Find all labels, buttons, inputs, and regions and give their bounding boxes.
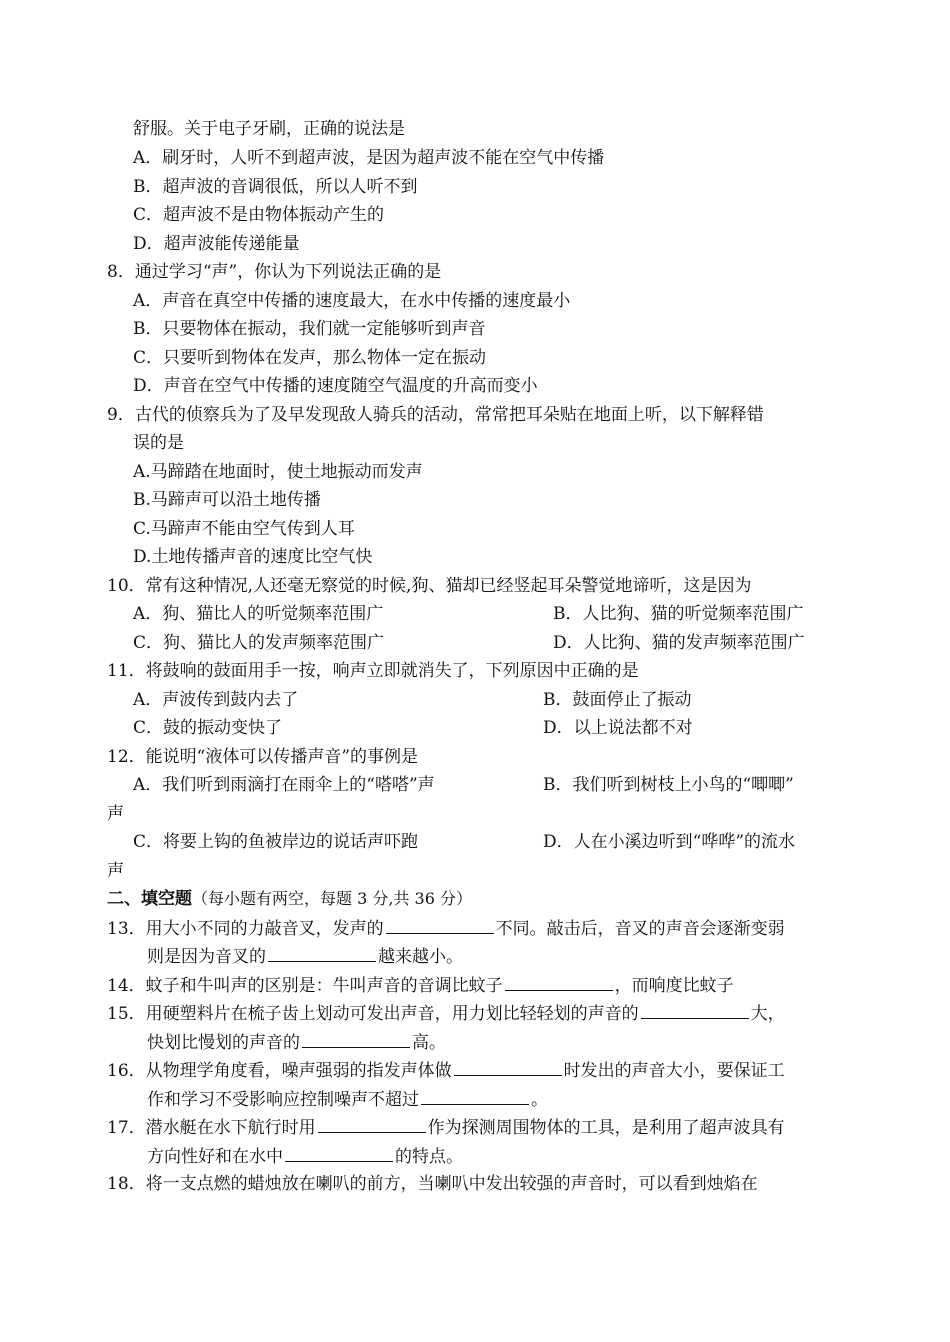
q7-option-d: D．超声波能传递能量 xyxy=(133,234,300,254)
q13-line2 xyxy=(147,945,463,968)
q8-option-c: C．只要听到物体在发声，那么物体一定在振动 xyxy=(133,348,487,368)
q16-blank-2[interactable] xyxy=(421,1088,529,1105)
q12-option-a: A．我们听到雨滴打在雨伞上的“嗒嗒”声 xyxy=(133,775,435,795)
q16-blank-1[interactable] xyxy=(454,1059,562,1076)
q8-option-a: A．声音在真空中传播的速度最大，在水中传播的速度最小 xyxy=(133,291,571,311)
q15-text-3: 快划比慢划的声音的 xyxy=(147,1033,300,1053)
q13-blank-2[interactable] xyxy=(268,945,376,962)
q12-option-b-continuation: 声 xyxy=(107,804,124,824)
q12-option-d-continuation: 声 xyxy=(107,861,124,881)
q17-text-4: 的特点。 xyxy=(395,1147,463,1167)
section2-note: （每小题有两空，每题 3 分,共 36 分） xyxy=(192,889,472,908)
q16-text-4: 。 xyxy=(531,1090,548,1110)
q12-option-c: C．将要上钩的鱼被岸边的说话声吓跑 xyxy=(133,832,419,852)
q17-blank-2[interactable] xyxy=(285,1145,393,1162)
q17-text-2: 作为探测周围物体的工具，是利用了超声波具有 xyxy=(427,1118,785,1138)
q16-line2 xyxy=(147,1088,548,1111)
q7-stem-continuation: 舒服。关于电子牙刷，正确的说法是 xyxy=(133,119,405,139)
q8-option-d: D．声音在空气中传播的速度随空气温度的升高而变小 xyxy=(133,376,538,396)
q8-stem: 8．通过学习“声”，你认为下列说法正确的是 xyxy=(107,262,442,282)
q9-stem-line2: 误的是 xyxy=(133,433,184,453)
q18-line1: 18．将一支点燃的蜡烛放在喇叭的前方，当喇叭中发出较强的声音时，可以看到烛焰在 xyxy=(107,1174,758,1194)
q9-stem-line1: 9．古代的侦察兵为了及早发现敌人骑兵的活动，常常把耳朵贴在地面上听，以下解释错 xyxy=(107,405,764,425)
q7-option-c: C．超声波不是由物体振动产生的 xyxy=(133,205,385,225)
q14-line1 xyxy=(107,974,734,997)
q14-blank-1[interactable] xyxy=(505,974,613,991)
q7-option-a: A．刷牙时，人听不到超声波，是因为超声波不能在空气中传播 xyxy=(133,148,605,168)
q17-line1 xyxy=(107,1116,785,1139)
q17-text-3: 方向性好和在水中 xyxy=(147,1147,283,1167)
q15-blank-2[interactable] xyxy=(302,1031,410,1048)
q15-line2 xyxy=(147,1031,446,1054)
q16-text-3: 作和学习不受影响应控制噪声不超过 xyxy=(147,1090,419,1110)
q13-blank-1[interactable] xyxy=(386,917,494,934)
q16-text-2: 时发出的声音大小，要保证工 xyxy=(563,1061,785,1081)
q11-stem: 11．将鼓响的鼓面用手一按，响声立即就消失了，下列原因中正确的是 xyxy=(107,661,639,681)
section2-title: 二、填空题 xyxy=(107,889,192,909)
q15-blank-1[interactable] xyxy=(641,1002,749,1019)
q8-option-b: B．只要物体在振动，我们就一定能够听到声音 xyxy=(133,319,486,339)
q16-text-1: 16．从物理学角度看，噪声强弱的指发声体做 xyxy=(107,1061,452,1081)
q10-option-a: A．狗、猫比人的听觉频率范围广 xyxy=(133,604,384,624)
q17-blank-1[interactable] xyxy=(318,1116,426,1133)
q17-line2 xyxy=(147,1145,463,1168)
q13-text-2: 不同。敲击后，音叉的声音会逐渐变弱 xyxy=(495,919,785,939)
q11-option-b: B．鼓面停止了振动 xyxy=(543,690,692,710)
q9-option-d: D.土地传播声音的速度比空气快 xyxy=(133,547,373,567)
q10-stem: 10．常有这种情况,人还毫无察觉的时候,狗、猫却已经竖起耳朵警觉地谛听，这是因为 xyxy=(107,576,752,596)
q15-line1 xyxy=(107,1002,785,1025)
q11-option-c: C．鼓的振动变快了 xyxy=(133,718,283,738)
q10-option-b: B．人比狗、猫的听觉频率范围广 xyxy=(553,604,804,624)
q16-line1 xyxy=(107,1059,785,1082)
q15-text-4: 高。 xyxy=(412,1033,446,1053)
q13-text-4: 越来越小。 xyxy=(378,947,463,967)
q15-text-2: 大， xyxy=(750,1004,785,1024)
q7-option-b: B．超声波的音调很低，所以人听不到 xyxy=(133,177,418,197)
section2-heading xyxy=(107,888,472,910)
q13-line1 xyxy=(107,917,785,940)
q10-option-c: C．狗、猫比人的发声频率范围广 xyxy=(133,633,385,653)
q14-text-1: 14．蚊子和牛叫声的区别是：牛叫声音的音调比蚊子 xyxy=(107,976,503,996)
q9-option-c: C.马蹄声不能由空气传到人耳 xyxy=(133,519,355,539)
q9-option-a: A.马蹄踏在地面时，使土地振动而发声 xyxy=(133,462,423,482)
q11-option-d: D．以上说法都不对 xyxy=(543,718,693,738)
q12-option-b: B．我们听到树枝上小鸟的“唧唧” xyxy=(543,775,794,795)
q15-text-1: 15．用硬塑料片在梳子齿上划动可发出声音，用力划比轻轻划的声音的 xyxy=(107,1004,639,1024)
q10-option-d: D．人比狗、猫的发声频率范围广 xyxy=(553,633,805,653)
q12-stem: 12．能说明“液体可以传播声音”的事例是 xyxy=(107,747,419,767)
q13-text-1: 13．用大小不同的力敲音叉，发声的 xyxy=(107,919,384,939)
q9-option-b: B.马蹄声可以沿土地传播 xyxy=(133,490,321,510)
q14-text-2: ，而响度比蚊子 xyxy=(614,976,734,996)
q17-text-1: 17．潜水艇在水下航行时用 xyxy=(107,1118,316,1138)
q11-option-a: A．声波传到鼓内去了 xyxy=(133,690,299,710)
q12-option-d: D．人在小溪边听到“哗哗”的流水 xyxy=(543,832,796,852)
q13-text-3: 则是因为音叉的 xyxy=(147,947,266,967)
